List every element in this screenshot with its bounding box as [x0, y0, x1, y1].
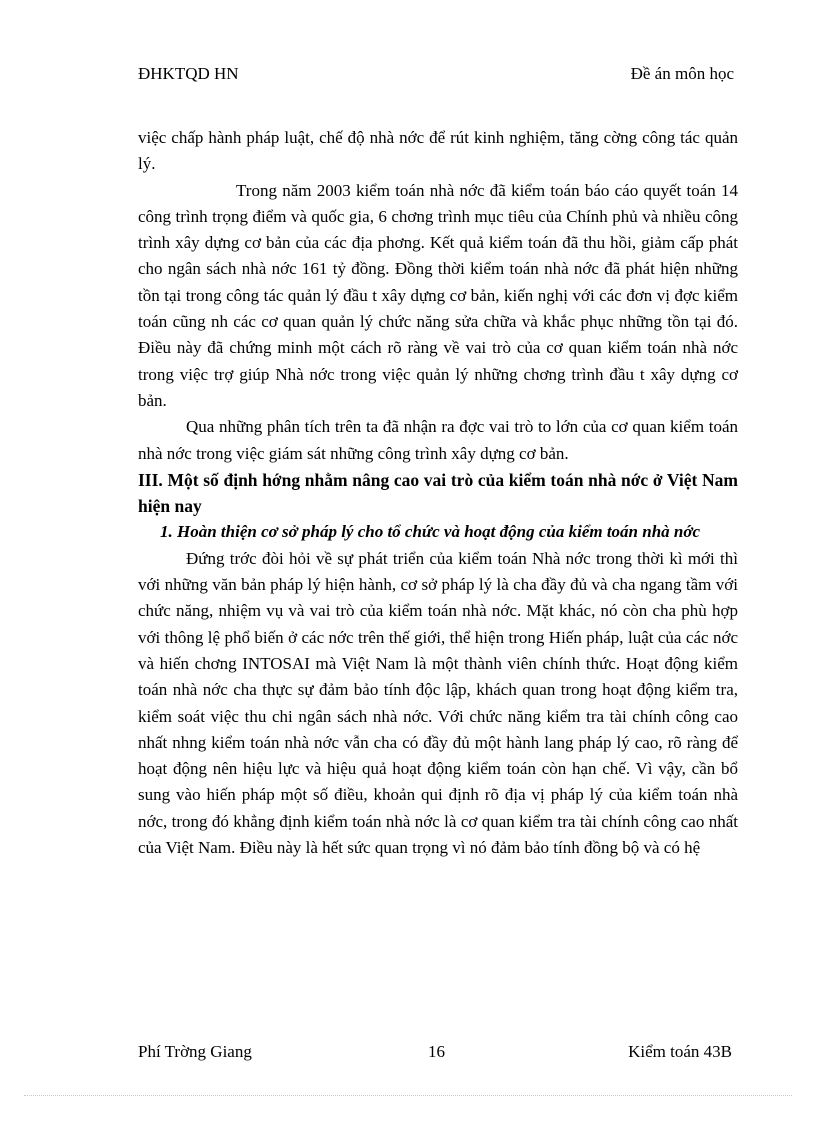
page-header	[138, 64, 734, 86]
document-body	[138, 125, 738, 861]
paragraph-4: Đứng trớc đòi hỏi về sự phát triển của kiểm toán Nhà nớc trong thời kì mới thì với những văn bản pháp lý hiện hành, cơ sở pháp lý là cha đầy đủ và cha ngang tầm với chức năng, nhiệm vụ và vai trò của kiểm toán nhà nớc. Mặt khác, nó còn cha phù hợp với thông lệ phổ biến ở các nớc trên thế giới, thể hiện trong Hiến pháp, luật của các nớc và hiến chơng INTOSAI mà Việt Nam là một thành viên chính thức. Hoạt động kiểm toán nhà nớc cha thực sự đảm bảo tính độc lập, khách quan trong hoạt động kiểm tra, kiểm soát việc thu chi ngân sách nhà nớc. Với chức năng kiểm tra tài chính công cao nhất nhng kiểm toán nhà nớc vẫn cha có đầy đủ một hành lang pháp lý cao, rõ ràng để hoạt động nên hiệu lực và hiệu quả hoạt động kiểm toán còn hạn chế. Vì vậy, cần bổ sung vào hiến pháp một số điều, khoản qui định rõ địa vị pháp lý của kiểm toán nhà nớc, trong đó khẳng định kiểm toán nhà nớc là cơ quan kiểm tra tài chính công cao nhất của Việt Nam. Điều này là hết sức quan trọng vì nó đảm bảo tính đồng bộ và có hệ	[138, 548, 738, 858]
footer-page-number: 16	[428, 1042, 445, 1061]
section-heading-3: III. Một số định hớng nhằm nâng cao vai trò của kiểm toán nhà nớc ở Việt Nam hiện nay	[138, 469, 738, 517]
page-bottom-divider	[24, 1095, 792, 1096]
subsection-heading-1: 1. Hoàn thiện cơ sở pháp lý cho tổ chức và hoạt động của kiểm toán nhà nớc	[160, 522, 701, 542]
page-footer	[138, 1042, 738, 1064]
header-school: ĐHKTQD HN	[138, 64, 239, 83]
footer-author: Phí Trờng Giang	[138, 1042, 252, 1061]
header-doc-type: Đề án môn học	[630, 64, 734, 83]
paragraph-3: Qua những phân tích trên ta đã nhận ra đợc vai trò to lớn của cơ quan kiểm toán nhà nớc trong việc giám sát những công trình xây dựng cơ bản.	[138, 417, 738, 463]
paragraph-1: việc chấp hành pháp luật, chế độ nhà nớc để rút kinh nghiệm, tăng cờng công tác quản lý.	[138, 128, 738, 174]
paragraph-2: Trong năm 2003 kiểm toán nhà nớc đã kiểm toán báo cáo quyết toán 14 công trình trọng điểm và quốc gia, 6 chơng trình mục tiêu của Chính phủ và nhiều công trình xây dựng cơ bản của các địa phơng. Kết quả kiểm toán đã thu hồi, giảm cấp phát cho ngân sách nhà nớc 161 tỷ đồng. Đồng thời kiểm toán nhà nớc đã phát hiện những tồn tại trong công tác quản lý đầu t xây dựng cơ bản, kiến nghị với các đơn vị đợc kiểm toán cũng nh các cơ quan quản lý chức năng sửa chữa và khắc phục những tồn tại đó. Điều này đã chứng minh một cách rõ ràng về vai trò của cơ quan kiểm toán nhà nớc trong việc trợ giúp Nhà nớc trong việc quản lý những chơng trình đầu t xây dựng cơ bản.	[138, 180, 738, 410]
footer-class: Kiểm toán 43B	[628, 1042, 732, 1061]
